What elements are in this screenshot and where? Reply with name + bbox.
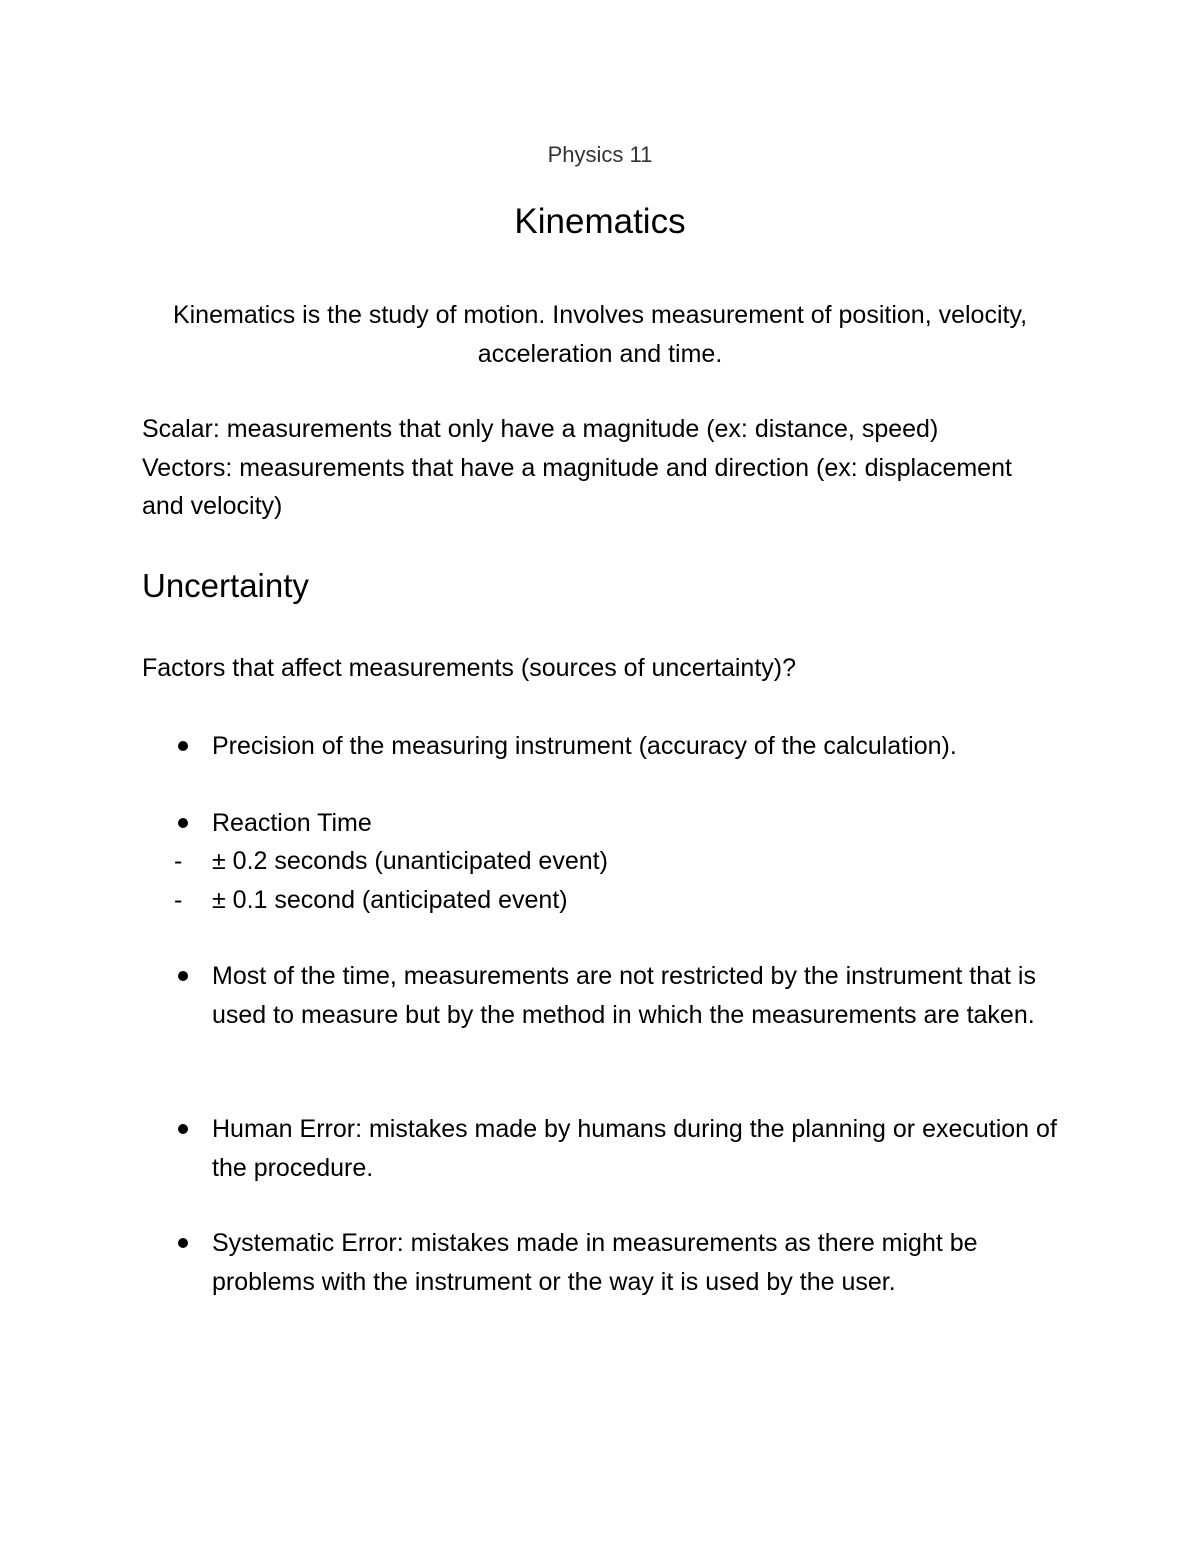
list-item: Systematic Error: mistakes made in measurements as there might be problems with the instrument or the way it is used by the user.: [212, 1229, 978, 1296]
section-heading-uncertainty: Uncertainty: [142, 567, 309, 604]
intro-paragraph: Kinematics is the study of motion. Involves measurement of position, velocity, acceleration and time.: [172, 301, 1028, 368]
list-item: Precision of the measuring instrument (accuracy of the calculation).: [212, 732, 957, 760]
bullet-icon: [178, 971, 188, 981]
list-item: Human Error: mistakes made by humans during the planning or execution of the procedure.: [212, 1115, 1057, 1182]
scalar-definition: Scalar: measurements that only have a magnitude (ex: distance, speed): [142, 415, 939, 443]
vector-definition: Vectors: measurements that have a magnitude and direction (ex: displacement and velocity): [142, 453, 1012, 520]
bullet-icon: [178, 741, 188, 751]
bullet-icon: [178, 1238, 188, 1248]
list-item: Reaction Time: [212, 809, 372, 837]
bullet-icon: [178, 1124, 188, 1134]
uncertainty-question: Factors that affect measurements (sources of uncertainty)?: [142, 654, 796, 682]
document-header: Physics 11: [547, 142, 653, 167]
bullet-icon: [178, 818, 188, 828]
dash-icon: -: [174, 847, 183, 875]
sub-list-item: ± 0.1 second (anticipated event): [212, 886, 568, 914]
list-item: Most of the time, measurements are not restricted by the instrument that is used to measure but by the method in which the measurements are taken.: [212, 962, 1036, 1029]
definitions: [142, 410, 1042, 526]
dash-icon: -: [174, 886, 183, 914]
sub-list-item: ± 0.2 seconds (unanticipated event): [212, 847, 608, 875]
document-title: Kinematics: [514, 202, 686, 241]
